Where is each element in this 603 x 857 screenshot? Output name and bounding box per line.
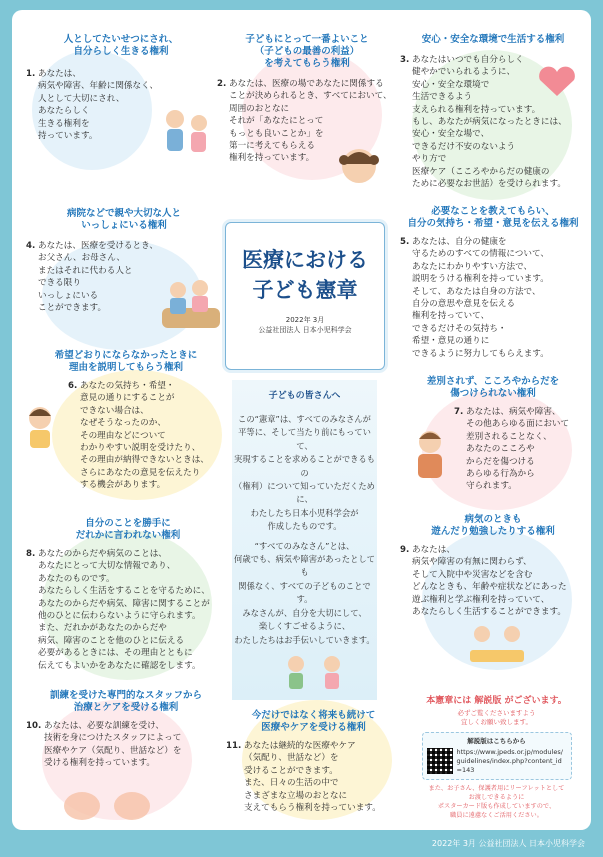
guide-link-label: 解説版はこちらから xyxy=(467,737,526,745)
heart-hands-illustration xyxy=(532,62,582,106)
section-body: 9. あなたは、 病気や障害の有無に関わらず、 そして入院中や災害などを含む どんなときも、年齢や症状などにあった 遊ぶ権利と学ぶ権利を持っていて、 あなたらしく生活することができます。 xyxy=(400,545,567,618)
section-title: 病気のときも 遊んだり勉強したりする権利 xyxy=(431,514,555,537)
section-title: 必要なことを教えてもらい、 自分の気持ち・希望・意見を伝える権利 xyxy=(407,206,579,229)
guide-url-link[interactable]: https://www.jpeds.or.jp/modules/guidelines/index.php?content_id=143 xyxy=(456,748,563,774)
children-illustration xyxy=(157,105,217,179)
section-title: 自分のことを勝手に だれかに言われない権利 xyxy=(75,518,181,541)
reading-children-illustration xyxy=(462,620,532,674)
section-body: 8. あなたのからだや病気のことは、 あなたにとって大切な情報であり、 あなたのものです。 あなたらしく生活をすることを守るために、 あなたのからだや病気、障害に関することが 他のひとに伝わらないように守られます。 また、だれかがあなたのからだや 病気、障害のことを他のひとに伝える 必要があるときには、その理由とともに 伝えてもよいかをあなたに確認をします。 xyxy=(26,549,210,671)
message-body: この“憲章”は、すべてのみなさんが 平等に、そして当たり前にもっていて、 実現することを求めることができるもの （権利）について知っていただくために、 わたしたち日本小児科学会が 作成したものです。 “すべてのみなさん”とは、 何歳でも、病気や障害があったとしても 関係なく、すべての子どものことです。 みなさんが、自分を大切にして、 楽しくすごせるように、 わたしたちはお手伝いしていきます。 xyxy=(233,414,376,645)
charter-section-11 xyxy=(226,710,401,814)
section-body: 3. あなたはいつでも自分らしく 健やかでいられるように、 安心・安全な環境で 生活できるよう 支えられる権利を持っています。 もし、あなたが病気になったときには、 安心・安全な場で、 できるだけ不安のないよう やり方で 医療ケア（こころやからだの健康の ために必要なお世話）を受けられます。 xyxy=(400,55,567,190)
guide-link-box xyxy=(422,732,572,780)
poster-sheet xyxy=(12,10,591,830)
family-illustration xyxy=(160,272,222,336)
issue-date: 2022年 3月 xyxy=(285,316,325,324)
charter-title-box xyxy=(225,222,385,370)
section-title: 訓練を受けた専門的なスタッフから 治療とケアを受ける権利 xyxy=(49,690,202,713)
section-title: 希望どおりにならなかったときに 理由を説明してもらう権利 xyxy=(54,350,198,373)
charter-section-3 xyxy=(400,34,586,190)
thinking-child-illustration xyxy=(20,402,60,456)
guide-subtitle: 必ずご覧くださいますよう 宜しくお願い致します。 xyxy=(457,709,536,726)
charter-section-5 xyxy=(400,206,586,360)
section-body: 4. あなたは、医療を受けるとき、 お父さん、お母さん、 またはそれに代わる人と できる限り いっしょにいる ことができます。 xyxy=(26,241,158,314)
section-body: 7. あなたは、病気や障害、 その他あらゆる面において 差別されることなく、 あなたのこころや からだを傷つける あらゆる行為から 守られます。 xyxy=(454,407,570,492)
organization-name: 公益社団法人 日本小児科学会 xyxy=(258,326,352,334)
charter-section-10 xyxy=(26,690,226,770)
section-body: 6. あなたの気持ち・希望・ 意見の通りにすることが できない場合は、 なぜそうなったのか、 その理由などについて わかりやすい説明を受けたり、 その理由が納得できないときは、 さらにあなたの意見を伝えたり する機会があります。 xyxy=(68,381,209,491)
section-body: 1. あなたは、 病気や障害、年齢に関係なく、 人として大切にされ、 あなたらしく 生きる権利を 持っています。 xyxy=(26,69,159,142)
hug-illustration xyxy=(406,426,454,490)
girl-illustration xyxy=(332,138,387,197)
section-title: 病院などで親や大切な人と いっしょにいる権利 xyxy=(66,208,181,231)
section-title: 人としてたいせつにされ、 自分らしく生きる権利 xyxy=(63,34,179,57)
section-body: 11. あなたは継続的な医療やケア （気配り、世話など）を 受けることができます。 また、日々の生活の中で さまざまな立場のおとなに 支えてもらう権利を持っています。 xyxy=(226,741,381,814)
section-title: 差別されず、こころやからだを 傷つけられない権利 xyxy=(426,376,560,399)
section-title: 子どもにとって一番よいこと （子どもの最善の利益） を考えてもらう権利 xyxy=(245,34,369,69)
section-title: 安心・安全な環境で生活する権利 xyxy=(421,34,565,45)
guide-note: また、お子さん、保護者用にリーフレットとして お渡しできるように ポスターカード版も作成していますので、 職員に遠慮なくご活用ください。 xyxy=(428,785,565,819)
handprints-illustration xyxy=(52,780,172,826)
guide-title: 本憲章には 解説版 がございます。 xyxy=(426,696,567,706)
commentary-guide-panel xyxy=(414,693,579,823)
section-title: 今だけではなく将来も続けて 医療やケアを受ける権利 xyxy=(251,710,376,733)
footer-credit: 2022年 3月 公益社団法人 日本小児科学会 xyxy=(431,839,585,848)
jumping-children-illustration xyxy=(274,650,354,704)
charter-section-8 xyxy=(26,518,230,672)
charter-section-9 xyxy=(400,514,586,618)
qr-code-icon[interactable] xyxy=(427,748,453,774)
page-title: 医療における 子ども憲章 xyxy=(242,247,368,302)
section-body: 10. あなたは、必要な訓練を受け、 技術を身につけたスタッフによって 医療やケア（気配り、世話など）を 受ける権利を持っています。 xyxy=(26,721,182,769)
message-heading: 子どもの皆さんへ xyxy=(268,391,341,401)
section-body: 2. あなたは、医療の場であなたに関係する ことが決められるとき、すべてにおいて、 周囲のおとなに それが「あなたにとって もっとも良いことか」を 第一に考えてもらえる 権利を持っています。 xyxy=(217,79,392,164)
section-body: 5. あなたは、自分の健康を 守るためのすべての情報について、 あなたにわかりやすい方法で、 説明をうける権利を持っています。 そして、あなたは自身の方法で、 自分の意思や意見を伝える 権利を持っていて、 できるだけその気持ち・ 希望・意見の通りに できるように努力してもらえます。 xyxy=(400,237,549,359)
